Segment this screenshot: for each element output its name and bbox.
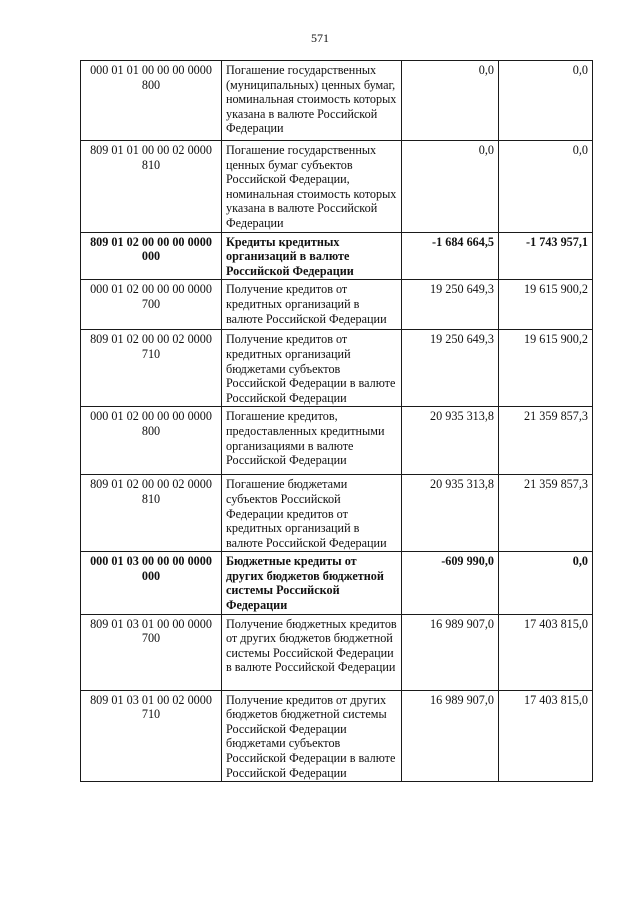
value-year-1: -1 684 664,5: [402, 232, 499, 280]
budget-code: 000 01 01 00 00 00 0000 800: [81, 61, 222, 141]
item-name: Бюджетные кредиты от других бюджетов бюджетной системы Российской Федерации: [222, 552, 402, 614]
value-year-2: 19 615 900,2: [499, 330, 593, 407]
item-name: Получение кредитов от кредитных организаций бюджетами субъектов Российской Федерации в валюте Российской Федерации: [222, 330, 402, 407]
budget-code: 809 01 03 01 00 00 0000 700: [81, 614, 222, 690]
budget-code: 000 01 03 00 00 00 0000 000: [81, 552, 222, 614]
value-year-2: 0,0: [499, 61, 593, 141]
value-year-1: 0,0: [402, 141, 499, 233]
value-year-1: -609 990,0: [402, 552, 499, 614]
value-year-1: 0,0: [402, 61, 499, 141]
budget-code: 000 01 02 00 00 00 0000 800: [81, 407, 222, 475]
table-row: [81, 690, 593, 782]
table-row: [81, 280, 593, 330]
budget-code: 809 01 02 00 00 02 0000 710: [81, 330, 222, 407]
value-year-1: 20 935 313,8: [402, 407, 499, 475]
value-year-2: 17 403 815,0: [499, 614, 593, 690]
table-row: [81, 614, 593, 690]
table-row: [81, 232, 593, 280]
value-year-1: 16 989 907,0: [402, 614, 499, 690]
table-row: [81, 407, 593, 475]
budget-code: 809 01 02 00 00 02 0000 810: [81, 475, 222, 552]
item-name: Получение кредитов от других бюджетов бюджетной системы Российской Федерации бюджетами субъектов Российской Федерации в валюте Российской Федерации: [222, 690, 402, 782]
page-number: 571: [311, 31, 329, 45]
item-name: Получение кредитов от кредитных организаций в валюте Российской Федерации: [222, 280, 402, 330]
value-year-2: 21 359 857,3: [499, 407, 593, 475]
table-row: [81, 552, 593, 614]
value-year-1: 20 935 313,8: [402, 475, 499, 552]
budget-sources-table: [80, 60, 593, 782]
item-name: Получение бюджетных кредитов от других бюджетов бюджетной системы Российской Федерации в валюте Российской Федерации: [222, 614, 402, 690]
table-row: [81, 141, 593, 233]
budget-code: 809 01 03 01 00 02 0000 710: [81, 690, 222, 782]
value-year-2: -1 743 957,1: [499, 232, 593, 280]
value-year-1: 19 250 649,3: [402, 330, 499, 407]
value-year-2: 0,0: [499, 141, 593, 233]
value-year-1: 19 250 649,3: [402, 280, 499, 330]
item-name: Кредиты кредитных организаций в валюте Российской Федерации: [222, 232, 402, 280]
table-row: [81, 330, 593, 407]
table-row: [81, 61, 593, 141]
value-year-2: 17 403 815,0: [499, 690, 593, 782]
item-name: Погашение государственных ценных бумаг субъектов Российской Федерации, номинальная стоимость которых указана в валюте Российской Федерации: [222, 141, 402, 233]
item-name: Погашение государственных (муниципальных) ценных бумаг, номинальная стоимость которых указана в валюте Российской Федерации: [222, 61, 402, 141]
value-year-2: 19 615 900,2: [499, 280, 593, 330]
item-name: Погашение бюджетами субъектов Российской Федерации кредитов от кредитных организаций в валюте Российской Федерации: [222, 475, 402, 552]
item-name: Погашение кредитов, предоставленных кредитными организациями в валюте Российской Федерации: [222, 407, 402, 475]
value-year-1: 16 989 907,0: [402, 690, 499, 782]
budget-code: 809 01 02 00 00 00 0000 000: [81, 232, 222, 280]
table-row: [81, 475, 593, 552]
budget-code: 000 01 02 00 00 00 0000 700: [81, 280, 222, 330]
budget-code: 809 01 01 00 00 02 0000 810: [81, 141, 222, 233]
value-year-2: 21 359 857,3: [499, 475, 593, 552]
value-year-2: 0,0: [499, 552, 593, 614]
